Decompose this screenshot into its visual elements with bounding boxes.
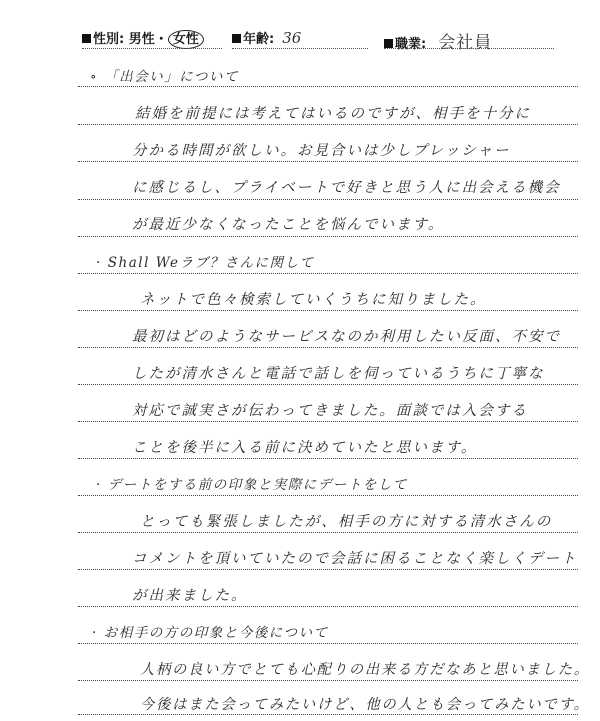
ruled-line bbox=[78, 199, 578, 200]
bullet-icon: · bbox=[92, 625, 98, 641]
ruled-line bbox=[78, 532, 578, 533]
bullet-icon: · bbox=[96, 255, 102, 271]
gender-label: 性別: bbox=[93, 32, 125, 47]
answer-line: 最初はどのようなサービスなのか利用したい反面、不安で bbox=[132, 329, 561, 345]
header-underline bbox=[384, 48, 554, 49]
age-label: 年齢: bbox=[243, 32, 275, 47]
answer-line: したが清水さんと電話で話しを伺っているうちに丁寧な bbox=[132, 366, 545, 382]
ruled-line bbox=[78, 714, 578, 715]
header-row bbox=[0, 18, 600, 52]
age-value: 36 bbox=[282, 29, 302, 47]
job-field bbox=[384, 28, 492, 53]
ruled-line bbox=[78, 124, 578, 125]
ruled-line bbox=[78, 421, 578, 422]
header-underline bbox=[82, 48, 222, 49]
answer-line: が最近少なくなったことを悩んでいます。 bbox=[132, 217, 445, 233]
answer-line: 結婚を前提には考えてはいるのですが、相手を十分に bbox=[135, 106, 531, 122]
answer-line: 人柄の良い方でとても心配りの出来る方だなあと思いました。 bbox=[140, 662, 590, 678]
job-value: 会社員 bbox=[438, 33, 493, 53]
ruled-line bbox=[78, 495, 578, 496]
ruled-line bbox=[78, 569, 578, 570]
section-heading: · お相手の方の印象と今後について bbox=[92, 625, 329, 641]
ruled-line bbox=[78, 273, 578, 274]
answer-line: ことを後半に入る前に決めていたと思います。 bbox=[132, 440, 478, 456]
ruled-line bbox=[78, 606, 578, 607]
answer-line: 分かる時間が欲しい。お見合いは少しプレッシャー bbox=[132, 143, 511, 159]
gender-field bbox=[82, 28, 204, 47]
ruled-line bbox=[78, 643, 578, 644]
gender-separator: ・ bbox=[154, 32, 168, 47]
ruled-line bbox=[78, 458, 578, 459]
section-heading: · デートをする前の印象と実際にデートをして bbox=[96, 477, 408, 493]
gender-male: 男性 bbox=[128, 32, 155, 47]
answer-line: とっても緊張しましたが、相手の方に対する清水さんの bbox=[140, 514, 553, 530]
answer-line: ネットで色々検索していくうちに知りました。 bbox=[140, 292, 487, 308]
ruled-line bbox=[78, 680, 578, 681]
square-icon bbox=[384, 39, 393, 48]
header-underline bbox=[232, 48, 368, 49]
gender-female-circled: 女性 bbox=[168, 30, 204, 49]
ruled-line bbox=[78, 86, 578, 87]
ruled-line bbox=[78, 236, 578, 237]
age-field bbox=[232, 28, 301, 47]
job-label: 職業: bbox=[395, 37, 427, 52]
square-icon bbox=[82, 34, 91, 43]
bullet-icon: · bbox=[96, 477, 102, 493]
section-heading: · Shall Weラブ？さんに関して bbox=[96, 255, 315, 271]
square-icon bbox=[232, 34, 241, 43]
ruled-line bbox=[78, 161, 578, 162]
ruled-line bbox=[78, 310, 578, 311]
bullet-icon: ∘ bbox=[90, 69, 99, 85]
answer-line: 対応で誠実さが伝わってきました。面談では入会する bbox=[132, 403, 528, 419]
answer-line: コメントを頂いていたので会話に困ることなく楽しくデート bbox=[132, 551, 578, 567]
ruled-line bbox=[78, 384, 578, 385]
answer-line: に感じるし、プライベートで好きと思う人に出会える機会 bbox=[132, 180, 561, 196]
ruled-line bbox=[78, 347, 578, 348]
answer-line: が出来ました。 bbox=[132, 588, 248, 604]
section-heading: ∘ 「出会い」について bbox=[90, 69, 239, 85]
answer-line: 今後はまた会ってみたいけど、他の人とも会ってみたいです。 bbox=[140, 697, 590, 713]
